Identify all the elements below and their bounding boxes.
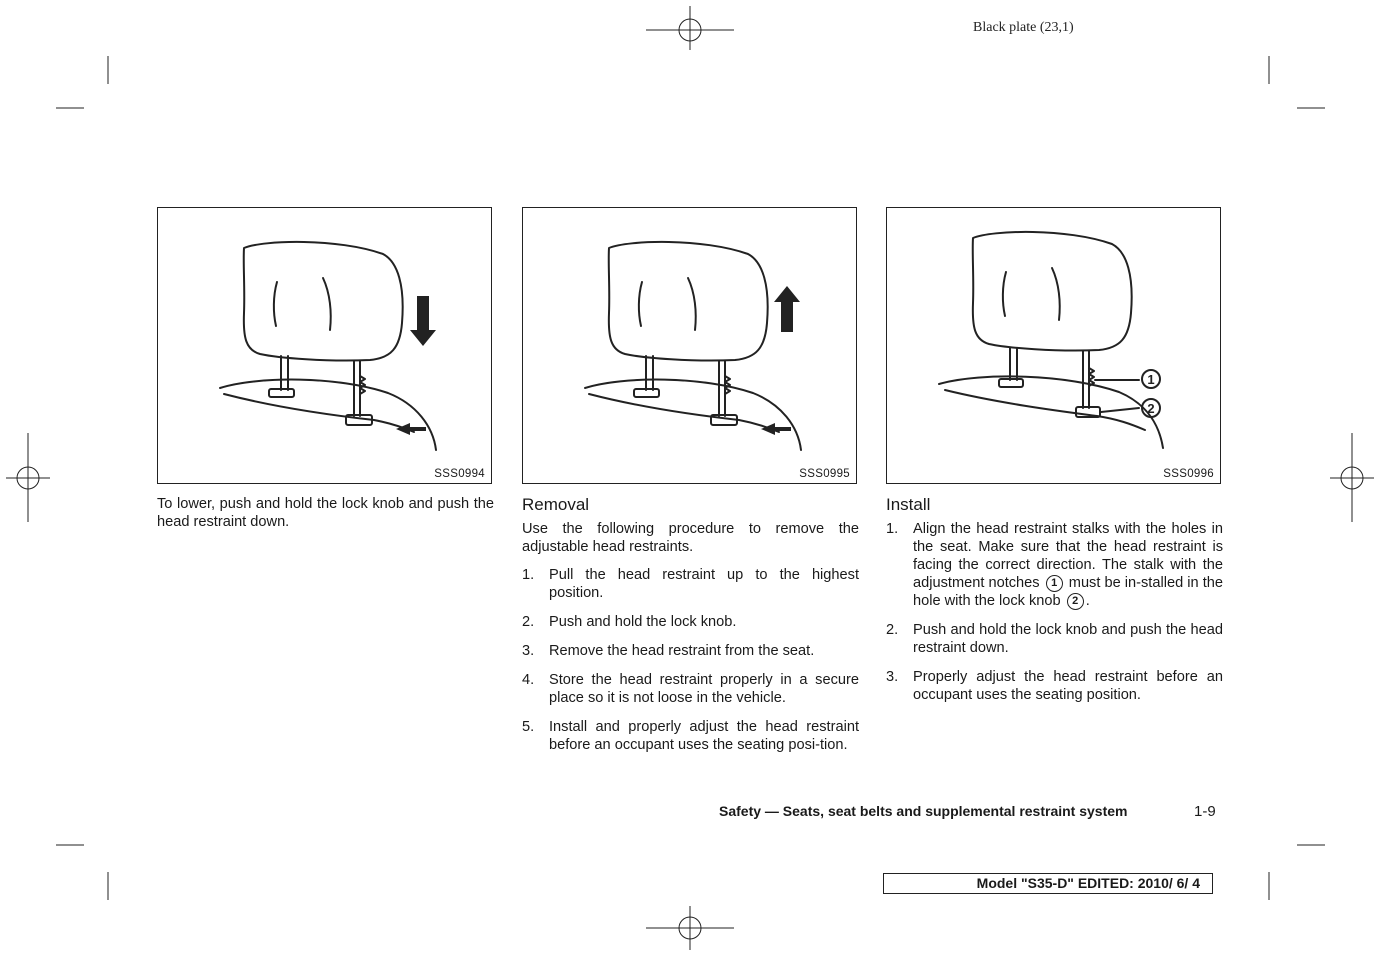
section-heading-install: Install <box>886 495 931 514</box>
figure-code: SSS0995 <box>799 468 850 480</box>
list-item: 5. Install and properly adjust the head restraint before an occupant uses the seating posi-tion. <box>522 719 859 753</box>
column-install <box>886 494 1223 715</box>
callout-badge-1: 1 <box>1046 575 1063 592</box>
head-restraint-illustration <box>158 208 493 485</box>
push-arrow-icon <box>761 423 791 435</box>
figure-code: SSS0994 <box>434 468 485 480</box>
install-steps <box>886 520 1223 704</box>
callout-badge-2: 2 <box>1067 593 1084 610</box>
figure-removal-head-restraint <box>522 207 857 484</box>
figure-code: SSS0996 <box>1163 468 1214 480</box>
model-edit-box: Model "S35-D" EDITED: 2010/ 6/ 4 <box>883 873 1213 894</box>
footer-section-title: Safety — Seats, seat belts and supplemental restraint system <box>719 803 1128 819</box>
list-item: 1. Pull the head restraint up to the highest position. <box>522 567 859 601</box>
arrow-up-icon <box>774 286 800 332</box>
figure-lower-head-restraint <box>157 207 492 484</box>
section-heading-removal: Removal <box>522 495 590 514</box>
push-arrow-icon <box>396 423 426 435</box>
head-restraint-illustration <box>887 208 1222 485</box>
lower-instructions: To lower, push and hold the lock knob and push the head restraint down. <box>157 496 494 530</box>
list-item: 3. Remove the head restraint from the seat. <box>522 643 815 659</box>
callout-1: 1 <box>1147 372 1155 387</box>
figure-install-head-restraint <box>886 207 1221 484</box>
removal-intro: Use the following procedure to remove the adjustable head restraints. <box>522 521 859 555</box>
column-removal <box>522 494 859 765</box>
arrow-down-icon <box>410 296 436 346</box>
plate-label: Black plate (23,1) <box>973 20 1074 35</box>
list-item: 2. Push and hold the lock knob. <box>522 614 737 630</box>
column-lower <box>157 494 494 531</box>
callout-2: 2 <box>1147 401 1155 416</box>
removal-steps <box>522 566 859 754</box>
list-item: 4. Store the head restraint properly in a secure place so it is not loose in the vehicle. <box>522 672 859 706</box>
page-number: 1-9 <box>1194 803 1216 820</box>
list-item: 3. Properly adjust the head restraint before an occupant uses the seating position. <box>886 669 1223 703</box>
head-restraint-illustration <box>523 208 858 485</box>
list-item: 2. Push and hold the lock knob and push the head restraint down. <box>886 622 1223 656</box>
list-item: 1. Align the head restraint stalks with the holes in the seat. Make sure that the head restraint is facing the correct direction. The stalk with the adjustment notches 1 must be in-stalled in the hole with the lock knob 2 . <box>886 521 1224 609</box>
